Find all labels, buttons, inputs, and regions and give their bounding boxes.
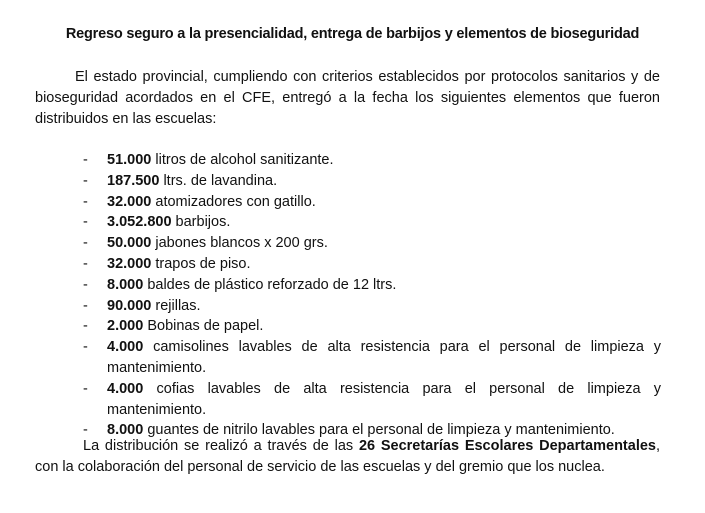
bullet-dash: - (83, 297, 88, 314)
closing-paragraph (35, 436, 660, 478)
item-quantity: 4.000 (107, 339, 144, 356)
list-item (83, 233, 661, 254)
list-item (83, 316, 661, 337)
item-quantity: 3.052.800 (107, 214, 172, 231)
list-item (83, 379, 661, 421)
item-quantity: 32.000 (107, 255, 152, 272)
item-text: barbijos. (175, 214, 231, 231)
bullet-dash: - (83, 318, 88, 335)
list-item (83, 171, 661, 192)
bullet-dash: - (83, 214, 88, 231)
bullet-dash: - (83, 152, 88, 168)
item-text: trapos de piso. (155, 255, 251, 272)
bullet-dash: - (83, 380, 88, 397)
list-item (83, 337, 661, 379)
item-text: camisolines lavables de alta resistencia para el personal de limpieza y mantenimiento. (107, 339, 662, 376)
closing-text-end: , con la colaboración del personal de servicio de las escuelas y del gremio que los nuclea. (35, 438, 661, 475)
list-item (83, 296, 661, 317)
item-quantity: 51.000 (107, 152, 152, 168)
list-item (83, 254, 661, 275)
item-quantity: 187.500 (107, 172, 160, 189)
list-item (83, 192, 661, 213)
item-text: guantes de nitrilo lavables para el personal de limpieza y mantenimiento. (147, 422, 615, 439)
item-text: jabones blancos x 200 grs. (155, 235, 328, 252)
bullet-dash: - (83, 255, 88, 272)
bullet-dash: - (83, 235, 88, 252)
bullet-dash: - (83, 276, 88, 293)
document-title: Regreso seguro a la presencialidad, entrega de barbijos y elementos de bioseguridad (65, 26, 640, 42)
bullet-dash: - (83, 172, 88, 189)
item-text: ltrs. de lavandina. (163, 172, 278, 189)
list-item (83, 212, 661, 233)
item-text: Bobinas de papel. (147, 318, 264, 335)
item-text: atomizadores con gatillo. (155, 193, 316, 210)
intro-paragraph: El estado provincial, cumpliendo con criterios establecidos por protocolos sanitarios y de bioseguridad acordados en el CFE, entregó a la fecha los siguientes elementos que fueron distribuidos en las escuelas: (35, 69, 660, 127)
item-quantity: 8.000 (107, 422, 144, 439)
item-quantity: 2.000 (107, 318, 144, 335)
item-text: cofias lavables de alta resistencia para el personal de limpieza y mantenimiento. (107, 380, 662, 418)
item-quantity: 32.000 (107, 193, 152, 210)
bullet-dash: - (83, 193, 88, 210)
list-item (83, 150, 661, 171)
item-quantity: 90.000 (107, 297, 152, 314)
bullet-dash: - (83, 339, 88, 356)
supplies-list (83, 150, 661, 441)
item-text: rejillas. (155, 297, 201, 314)
item-quantity: 4.000 (107, 380, 144, 397)
item-text: baldes de plástico reforzado de 12 ltrs. (147, 276, 397, 293)
bullet-dash: - (83, 422, 88, 439)
item-quantity: 50.000 (107, 235, 152, 252)
list-item (83, 275, 661, 296)
closing-highlight: 26 Secretarías Escolares Departamentales (358, 438, 656, 454)
item-text: litros de alcohol sanitizante. (155, 152, 334, 168)
closing-text-start: La distribución se realizó a través de las (83, 438, 354, 454)
item-quantity: 8.000 (107, 276, 144, 293)
